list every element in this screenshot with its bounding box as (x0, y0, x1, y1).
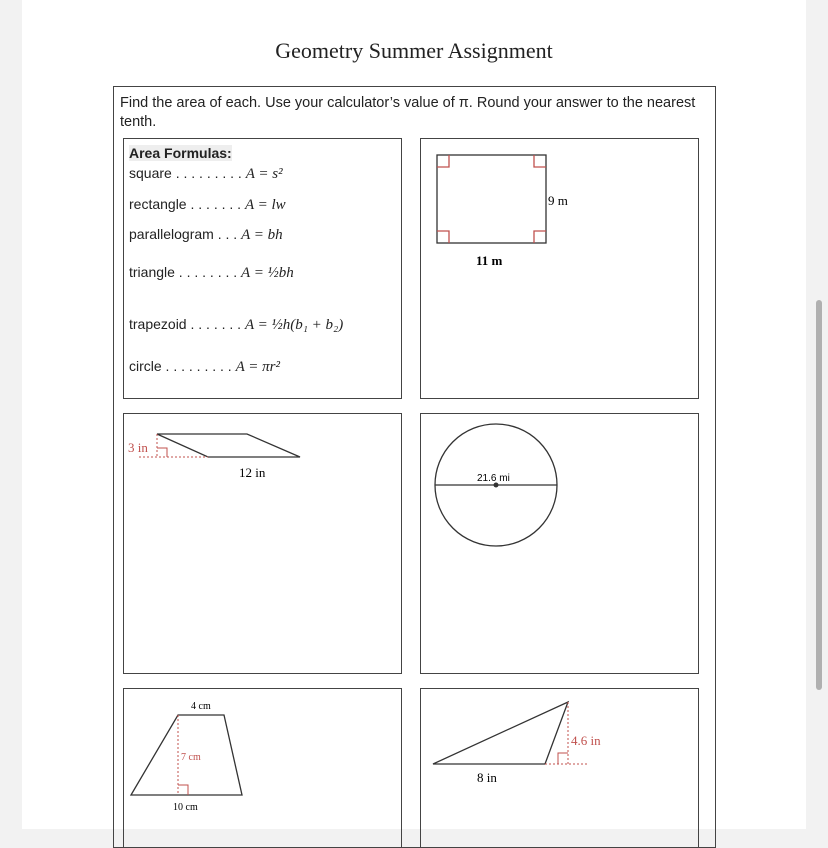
formula: A = bh (241, 227, 283, 243)
rectangle-height-label: 9 m (548, 193, 568, 208)
triangle-base-label: 8 in (477, 770, 497, 785)
formula-name: rectangle . . . . . . . (129, 196, 242, 212)
parallelogram-base-label: 12 in (239, 465, 266, 480)
formula-name: trapezoid . . . . . . . (129, 316, 242, 332)
parallelogram-figure (139, 434, 300, 457)
formula-name: square . . . . . . . . . (129, 165, 242, 181)
formula: A = s² (245, 166, 283, 182)
trapezoid-top-label: 4 cm (191, 701, 211, 712)
instructions: Find the area of each. Use your calculator’s value of π. Round your answer to the nearest tenth. (120, 95, 696, 130)
trapezoid-bottom-label: 10 cm (173, 802, 198, 813)
triangle-figure (433, 702, 587, 764)
triangle-height-label: 4.6 in (571, 733, 601, 748)
rectangle-width-label: 11 m (476, 253, 503, 268)
formula: A = ½bh (241, 265, 294, 281)
formula: A = πr² (235, 359, 280, 375)
formula-name: circle . . . . . . . . . (129, 358, 232, 374)
formulas-heading: Area Formulas: (129, 145, 232, 161)
formula-name: triangle . . . . . . . . (129, 264, 238, 280)
circle-diameter-label: 21.6 mi (477, 473, 510, 484)
trapezoid-height-label: 7 cm (181, 752, 201, 763)
formula: A = ½h(b₁ + b₂) (244, 317, 344, 333)
formula: A = lw (244, 197, 286, 213)
scrollbar[interactable] (816, 300, 822, 690)
page-title: Geometry Summer Assignment (275, 38, 553, 63)
formula-name: parallelogram . . . (129, 226, 238, 242)
rectangle-figure (437, 155, 546, 243)
parallelogram-height-label: 3 in (128, 440, 148, 455)
